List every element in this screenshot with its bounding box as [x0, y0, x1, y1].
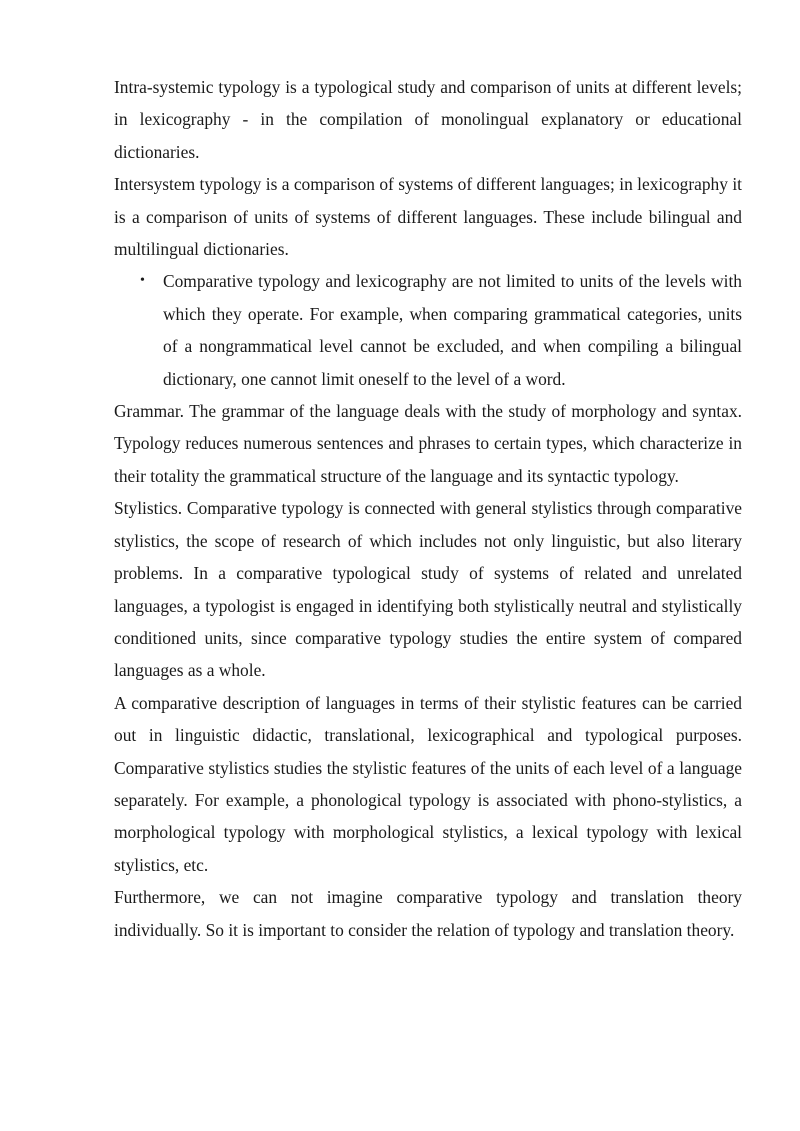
document-page	[114, 71, 742, 946]
bullet-item-text: Comparative typology and lexicography are not limited to units of the levels with which they operate. For example, when comparing grammatical categories, units of a nongrammatical level cannot be excluded, and when compiling a bilingual dictionary, one cannot limit oneself to the level of a word.	[163, 271, 742, 389]
paragraph-intra-systemic-typology: Intra-systemic typology is a typological study and comparison of units at different levels; in lexicography - in the compilation of monolingual explanatory or educational dictionaries.	[114, 77, 742, 162]
paragraph-translation-theory: Furthermore, we can not imagine comparative typology and translation theory individually. So it is important to consider the relation of typology and translation theory.	[114, 887, 742, 940]
bullet-icon: •	[140, 273, 145, 289]
paragraph-intersystem-typology: Intersystem typology is a comparison of systems of different languages; in lexicography it is a comparison of units of systems of different languages. These include bilingual and multilingual dictionaries.	[114, 174, 742, 260]
paragraph-grammar: Grammar. The grammar of the language deals with the study of morphology and syntax. Typology reduces numerous sentences and phrases to certain types, which characterize in their totality the grammatical structure of the language and its syntactic typology.	[114, 401, 742, 486]
bullet-list-item	[140, 265, 742, 395]
paragraph-stylistics: Stylistics. Comparative typology is connected with general stylistics through comparative stylistics, the scope of research of which includes not only linguistic, but also literary problems. In a comparative typological study of systems of related and unrelated languages, a typologist is engaged in identifying both stylistically neutral and stylistically conditioned units, since comparative typology studies the entire system of compared languages as a whole.	[114, 498, 742, 681]
bullet-list	[114, 265, 742, 395]
paragraph-comparative-description: A comparative description of languages in terms of their stylistic features can be carried out in linguistic didactic, translational, lexicographical and typological purposes. Comparative stylistics studies the stylistic features of the units of each level of a language separately. For example, a phonological typology is associated with phono-stylistics, a morphological typology with morphological stylistics, a lexical typology with lexical stylistics, etc.	[114, 692, 742, 875]
